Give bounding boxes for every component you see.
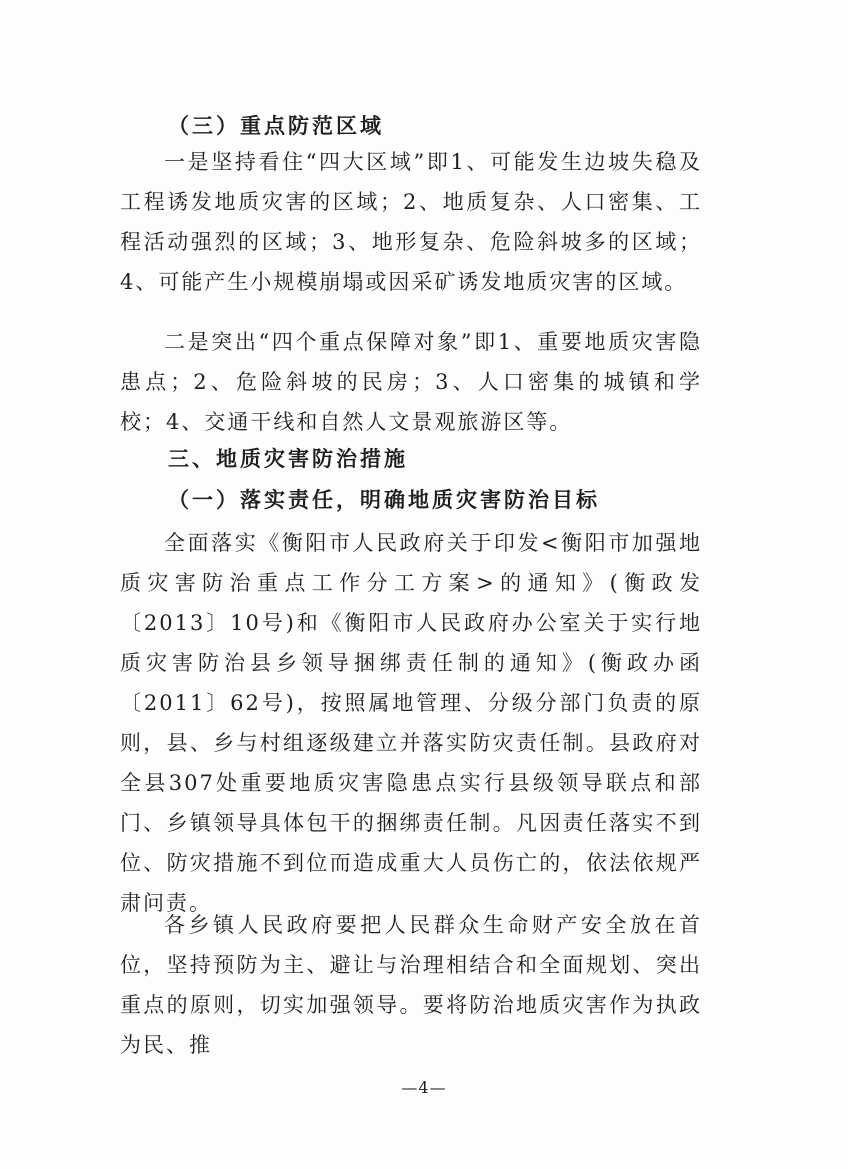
section-3-1-heading: （一）落实责任，明确地质灾害防治目标 <box>168 487 600 512</box>
section-3-heading: 三、地质灾害防治措施 <box>168 446 408 471</box>
section-3-1-heading-prev: （三）重点防范区域 <box>168 113 384 138</box>
paragraph-four-areas: 一是坚持看住“四大区域”即1、可能发生边坡失稳及工程诱发地质灾害的区域；2、地质复杂、人口密集、工程活动强烈的区域；3、地形复杂、危险斜坡多的区域；4、可能产生小规模崩塌或因采矿诱发地质灾害的区域。 <box>120 150 702 294</box>
paragraph-four-targets: 二是突出“四个重点保障对象”即1、重要地质灾害隐患点；2、危险斜坡的民房；3、人口密集的城镇和学校；4、交通干线和自然人文景观旅游区等。 <box>120 330 702 434</box>
page-number: —4— <box>401 1078 447 1097</box>
paragraph-responsibility: 全面落实《衡阳市人民政府关于印发<衡阳市加强地质灾害防治重点工作分工方案>的通知》(衡政发〔2013〕10号)和《衡阳市人民政府办公室关于实行地质灾害防治县乡领导捆绑责任制的通知》(衡政办函〔2011〕62号)，按照属地管理、分级分部门负责的原则，县、乡与村组逐级建立并落实防灾责任制。县政府对全县307处重要地质灾害隐患点实行县级领导联点和部门、乡镇领导具体包干的捆绑责任制。凡因责任落实不到位、防灾措施不到位而造成重大人员伤亡的，依法依规严肃问责。 <box>120 531 702 915</box>
paragraph-townships: 各乡镇人民政府要把人民群众生命财产安全放在首位，坚持预防为主、避让与治理相结合和全面规划、突出重点的原则，切实加强领导。要将防治地质灾害作为执政为民、推 <box>120 913 702 1057</box>
